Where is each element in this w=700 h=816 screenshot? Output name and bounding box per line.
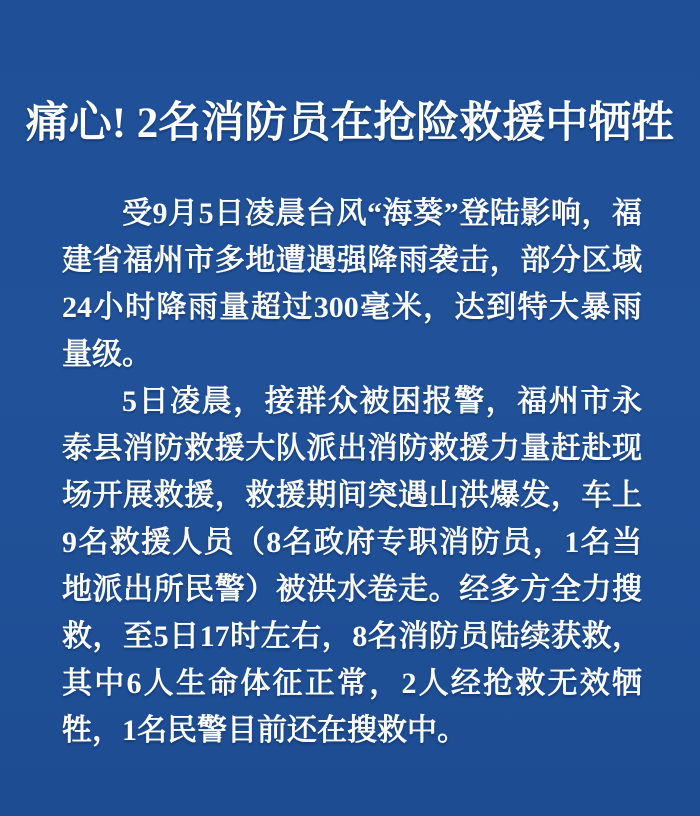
article-body	[62, 190, 642, 754]
paragraph-typhoon-rainfall: 受9月5日凌晨台风“海葵”登陆影响，福建省福州市多地遭遇强降雨袭击，部分区域24小时降雨量超过300毫米，达到特大暴雨量级。	[62, 197, 642, 371]
article-title: 痛心! 2名消防员在抢险救援中牺牲	[25, 100, 675, 147]
paragraph-rescue-casualties: 5日凌晨，接群众被困报警，福州市永泰县消防救援大队派出消防救援力量赶赴现场开展救援，救援期间突遇山洪爆发，车上9名救援人员（8名政府专职消防员，1名当地派出所民警）被洪水卷走。经多方全力搜救，至5日17时左右，8名消防员陆续获救，其中6人生命体征正常，2人经抢救无效牺牲，1名民警目前还在搜救中。	[62, 385, 642, 747]
